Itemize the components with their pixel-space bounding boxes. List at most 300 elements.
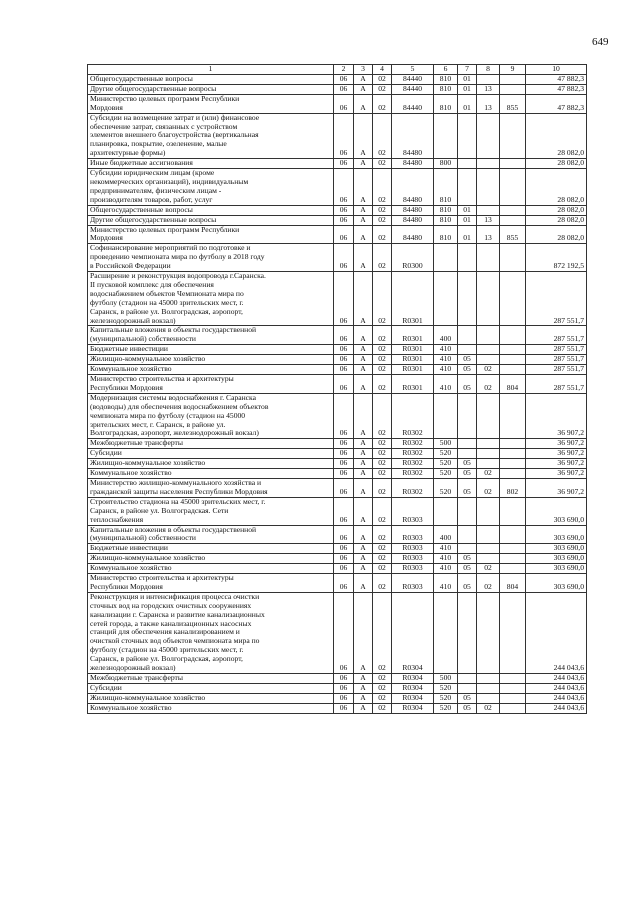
expense-type-code: 810 <box>434 84 458 94</box>
expense-type-code: 810 <box>434 94 458 113</box>
amount-cell: 28 082,0 <box>526 169 587 206</box>
table-row <box>88 574 587 593</box>
amount-cell: 244 043,6 <box>526 674 587 684</box>
item-name-cell <box>88 225 334 244</box>
section-code <box>458 345 477 355</box>
item-name-cell <box>88 703 334 713</box>
amount-cell: 36 907,2 <box>526 439 587 449</box>
code-column-4: 02 <box>373 84 392 94</box>
item-name-line: Жилищно-коммунальное хозяйство <box>90 553 206 563</box>
table-row <box>88 497 587 525</box>
amount-cell: 36 907,2 <box>526 478 587 497</box>
subsection-code <box>477 169 500 206</box>
table-row <box>88 683 587 693</box>
table-row <box>88 703 587 713</box>
code-column-3: А <box>354 169 373 206</box>
code-column-3: А <box>354 272 373 326</box>
item-name-line: Жилищно-коммунальное хозяйство <box>90 693 206 702</box>
column-header: 10 <box>526 65 587 75</box>
ministry-code <box>500 272 526 326</box>
code-column-2: 06 <box>334 564 354 574</box>
section-code <box>458 439 477 449</box>
expense-type-code: 410 <box>434 564 458 574</box>
item-name-line: Министерство целевых программ Республики <box>90 225 240 234</box>
code-column-2: 06 <box>334 693 354 703</box>
table-row <box>88 345 587 355</box>
column-header: 7 <box>458 65 477 75</box>
item-name-line: станций для обеспечения канализированием и <box>90 627 240 637</box>
expense-type-code: 520 <box>434 703 458 713</box>
code-column-3: А <box>354 355 373 365</box>
amount-cell: 36 907,2 <box>526 449 587 459</box>
expense-type-code <box>434 244 458 272</box>
code-column-4: 02 <box>373 169 392 206</box>
subsection-code: 02 <box>477 564 500 574</box>
item-name-cell <box>88 393 334 439</box>
ministry-code: 855 <box>500 94 526 113</box>
section-code: 05 <box>458 355 477 365</box>
item-name-line: Бюджетные инвестиции <box>90 543 168 553</box>
target-article-code: 84440 <box>392 94 434 113</box>
item-name-line: водоснабжением объектов Чемпионата мира по <box>90 288 244 298</box>
subsection-code <box>477 674 500 684</box>
item-name-cell <box>88 75 334 85</box>
subsection-code <box>477 345 500 355</box>
code-column-3: А <box>354 375 373 394</box>
subsection-code: 13 <box>477 225 500 244</box>
code-column-3: А <box>354 326 373 345</box>
code-column-2: 06 <box>334 459 354 469</box>
code-column-2: 06 <box>334 169 354 206</box>
code-column-4: 02 <box>373 365 392 375</box>
expense-type-code: 410 <box>434 345 458 355</box>
item-name-line: проведению чемпионата мира по футболу в 2018 году <box>90 252 265 262</box>
item-name-line: Общегосударственные вопросы <box>90 74 193 83</box>
amount-cell: 36 907,2 <box>526 459 587 469</box>
code-column-4: 02 <box>373 544 392 554</box>
code-column-3: А <box>354 592 373 673</box>
section-code: 05 <box>458 693 477 703</box>
item-name-cell <box>88 525 334 544</box>
table-row <box>88 244 587 272</box>
item-name-line: Жилищно-коммунальное хозяйство <box>90 458 206 468</box>
ministry-code <box>500 674 526 684</box>
code-column-2: 06 <box>334 439 354 449</box>
column-header: 6 <box>434 65 458 75</box>
item-name-line: Модернизация системы водоснабжения г. Саранска <box>90 393 257 402</box>
ministry-code <box>500 169 526 206</box>
table-row <box>88 469 587 479</box>
section-code <box>458 544 477 554</box>
amount-cell: 36 907,2 <box>526 469 587 479</box>
subsection-code <box>477 355 500 365</box>
table-row <box>88 554 587 564</box>
code-column-2: 06 <box>334 75 354 85</box>
amount-cell: 303 690,0 <box>526 564 587 574</box>
section-code: 01 <box>458 225 477 244</box>
table-row <box>88 365 587 375</box>
ministry-code <box>500 683 526 693</box>
amount-cell: 303 690,0 <box>526 544 587 554</box>
item-name-line: Коммунальное хозяйство <box>90 563 172 573</box>
item-name-cell <box>88 244 334 272</box>
target-article-code: 84480 <box>392 159 434 169</box>
ministry-code: 855 <box>500 225 526 244</box>
expense-type-code: 410 <box>434 365 458 375</box>
amount-cell: 303 690,0 <box>526 574 587 593</box>
item-name-line: Саранск, в районе ул. Волгоградская, аэропорт, <box>90 654 243 664</box>
ministry-code <box>500 345 526 355</box>
item-name-line: сточных вод на городских очистных сооружениях <box>90 600 252 610</box>
subsection-code <box>477 113 500 159</box>
item-name-cell <box>88 169 334 206</box>
item-name-cell <box>88 592 334 673</box>
target-article-code: R0304 <box>392 693 434 703</box>
code-column-3: А <box>354 345 373 355</box>
subsection-code <box>477 544 500 554</box>
code-column-3: А <box>354 113 373 159</box>
code-column-4: 02 <box>373 393 392 439</box>
section-code: 01 <box>458 205 477 215</box>
amount-cell: 244 043,6 <box>526 683 587 693</box>
code-column-4: 02 <box>373 459 392 469</box>
item-name-line: (муниципальной) собственности <box>90 533 196 543</box>
ministry-code: 802 <box>500 478 526 497</box>
item-name-line: Субсидии <box>90 683 122 692</box>
code-column-4: 02 <box>373 525 392 544</box>
table-row <box>88 459 587 469</box>
code-column-4: 02 <box>373 205 392 215</box>
amount-cell: 287 551,7 <box>526 375 587 394</box>
item-name-line: Коммунальное хозяйство <box>90 703 172 712</box>
code-column-4: 02 <box>373 592 392 673</box>
code-column-3: А <box>354 459 373 469</box>
expense-type-code: 410 <box>434 355 458 365</box>
ministry-code <box>500 159 526 169</box>
target-article-code: 84480 <box>392 225 434 244</box>
item-name-line: Капитальные вложения в объекты государственной <box>90 525 257 534</box>
code-column-2: 06 <box>334 683 354 693</box>
code-column-2: 06 <box>334 449 354 459</box>
subsection-code <box>477 449 500 459</box>
subsection-code: 02 <box>477 375 500 394</box>
code-column-2: 06 <box>334 393 354 439</box>
expense-type-code: 810 <box>434 169 458 206</box>
column-header: 5 <box>392 65 434 75</box>
target-article-code: R0303 <box>392 554 434 564</box>
expense-type-code: 810 <box>434 75 458 85</box>
subsection-code <box>477 693 500 703</box>
subsection-code <box>477 554 500 564</box>
amount-cell: 303 690,0 <box>526 497 587 525</box>
item-name-line: Капитальные вложения в объекты государственной <box>90 325 257 335</box>
section-code <box>458 159 477 169</box>
ministry-code <box>500 554 526 564</box>
expense-type-code: 520 <box>434 459 458 469</box>
table-row <box>88 159 587 169</box>
target-article-code: R0301 <box>392 355 434 365</box>
code-column-3: А <box>354 393 373 439</box>
item-name-cell <box>88 113 334 159</box>
code-column-3: А <box>354 215 373 225</box>
expense-type-code: 500 <box>434 674 458 684</box>
ministry-code <box>500 469 526 479</box>
item-name-cell <box>88 375 334 394</box>
item-name-line: футболу (стадион на 45000 зрительских мест, г. <box>90 645 244 655</box>
table-row <box>88 215 587 225</box>
ministry-code <box>500 459 526 469</box>
expense-type-code <box>434 393 458 439</box>
code-column-2: 06 <box>334 478 354 497</box>
code-column-2: 06 <box>334 592 354 673</box>
ministry-code <box>500 525 526 544</box>
item-name-cell <box>88 365 334 375</box>
item-name-cell <box>88 459 334 469</box>
table-row <box>88 94 587 113</box>
item-name-cell <box>88 345 334 355</box>
item-name-line: в Российской Федерации <box>90 261 171 271</box>
table-row <box>88 393 587 439</box>
expense-type-code: 520 <box>434 449 458 459</box>
code-column-4: 02 <box>373 75 392 85</box>
subsection-code: 02 <box>477 469 500 479</box>
code-column-3: А <box>354 683 373 693</box>
item-name-line: Министерство целевых программ Республики <box>90 94 240 103</box>
code-column-2: 06 <box>334 345 354 355</box>
item-name-cell <box>88 84 334 94</box>
amount-cell: 287 551,7 <box>526 326 587 345</box>
expense-type-code <box>434 113 458 159</box>
code-column-3: А <box>354 674 373 684</box>
subsection-code <box>477 159 500 169</box>
subsection-code <box>477 326 500 345</box>
subsection-code: 02 <box>477 478 500 497</box>
target-article-code: 84480 <box>392 205 434 215</box>
code-column-2: 06 <box>334 205 354 215</box>
item-name-cell <box>88 683 334 693</box>
code-column-2: 06 <box>334 703 354 713</box>
code-column-3: А <box>354 525 373 544</box>
section-code: 01 <box>458 75 477 85</box>
code-column-2: 06 <box>334 574 354 593</box>
target-article-code: R0302 <box>392 469 434 479</box>
ministry-code <box>500 84 526 94</box>
column-header: 2 <box>334 65 354 75</box>
column-header: 8 <box>477 65 500 75</box>
item-name-line: Волгоградская, аэропорт, железнодорожный вокзал) <box>90 428 259 438</box>
item-name-line: планировка, покрытие, озеленение, малые <box>90 139 227 149</box>
target-article-code: R0304 <box>392 592 434 673</box>
item-name-line: Общегосударственные вопросы <box>90 205 193 214</box>
expense-type-code: 800 <box>434 159 458 169</box>
section-code: 05 <box>458 554 477 564</box>
ministry-code: 804 <box>500 375 526 394</box>
item-name-line: Другие общегосударственные вопросы <box>90 215 217 224</box>
item-name-cell <box>88 205 334 215</box>
target-article-code: R0302 <box>392 459 434 469</box>
code-column-2: 06 <box>334 365 354 375</box>
amount-cell: 287 551,7 <box>526 365 587 375</box>
code-column-4: 02 <box>373 113 392 159</box>
item-name-line: Республики Мордовия <box>90 382 163 392</box>
section-code <box>458 113 477 159</box>
target-article-code: R0303 <box>392 564 434 574</box>
item-name-line: железнодорожный вокзал) <box>90 663 176 673</box>
expense-type-code: 410 <box>434 574 458 593</box>
amount-cell: 28 082,0 <box>526 215 587 225</box>
item-name-line: Софинансирование мероприятий по подготовке и <box>90 243 251 253</box>
subsection-code <box>477 393 500 439</box>
ministry-code <box>500 244 526 272</box>
ministry-code <box>500 564 526 574</box>
code-column-3: А <box>354 244 373 272</box>
expense-type-code: 500 <box>434 439 458 449</box>
expense-type-code <box>434 497 458 525</box>
table-row <box>88 355 587 365</box>
ministry-code <box>500 75 526 85</box>
item-name-cell <box>88 674 334 684</box>
section-code <box>458 592 477 673</box>
table-header-row <box>88 65 587 75</box>
expense-type-code <box>434 272 458 326</box>
section-code: 05 <box>458 574 477 593</box>
ministry-code: 804 <box>500 574 526 593</box>
code-column-3: А <box>354 544 373 554</box>
expense-type-code: 520 <box>434 478 458 497</box>
section-code: 05 <box>458 365 477 375</box>
table-row <box>88 564 587 574</box>
table-row <box>88 84 587 94</box>
code-column-2: 06 <box>334 94 354 113</box>
subsection-code <box>477 244 500 272</box>
code-column-3: А <box>354 439 373 449</box>
subsection-code <box>477 439 500 449</box>
table-row <box>88 375 587 394</box>
item-name-line: производителям товаров, работ, услуг <box>90 194 213 204</box>
item-name-line: Мордовия <box>90 102 123 112</box>
item-name-line: Расширение и реконструкция водопровода г.Саранска. <box>90 271 266 281</box>
expense-type-code: 520 <box>434 469 458 479</box>
item-name-line: Субсидии <box>90 448 122 458</box>
amount-cell: 244 043,6 <box>526 693 587 703</box>
amount-cell: 872 192,5 <box>526 244 587 272</box>
section-code <box>458 326 477 345</box>
code-column-2: 06 <box>334 544 354 554</box>
item-name-cell <box>88 497 334 525</box>
item-name-line: Бюджетные инвестиции <box>90 344 168 354</box>
budget-table <box>87 64 587 714</box>
code-column-3: А <box>354 574 373 593</box>
item-name-cell <box>88 215 334 225</box>
item-name-line: канализации г. Саранска и развитие канализационных <box>90 609 265 619</box>
code-column-2: 06 <box>334 272 354 326</box>
subsection-code: 13 <box>477 94 500 113</box>
table-body <box>88 75 587 714</box>
ministry-code <box>500 449 526 459</box>
section-code <box>458 449 477 459</box>
code-column-2: 06 <box>334 326 354 345</box>
target-article-code: R0301 <box>392 375 434 394</box>
item-name-line: Жилищно-коммунальное хозяйство <box>90 354 206 364</box>
table-row <box>88 113 587 159</box>
code-column-3: А <box>354 205 373 215</box>
target-article-code: R0304 <box>392 703 434 713</box>
code-column-3: А <box>354 365 373 375</box>
code-column-3: А <box>354 159 373 169</box>
code-column-3: А <box>354 449 373 459</box>
amount-cell: 47 882,3 <box>526 84 587 94</box>
expense-type-code: 410 <box>434 554 458 564</box>
item-name-line: Реконструкция и интенсификация процесса очистки <box>90 592 260 601</box>
code-column-3: А <box>354 225 373 244</box>
code-column-4: 02 <box>373 497 392 525</box>
section-code: 05 <box>458 478 477 497</box>
code-column-4: 02 <box>373 564 392 574</box>
section-code <box>458 525 477 544</box>
amount-cell: 303 690,0 <box>526 525 587 544</box>
target-article-code: R0304 <box>392 683 434 693</box>
code-column-4: 02 <box>373 225 392 244</box>
amount-cell: 244 043,6 <box>526 703 587 713</box>
item-name-cell <box>88 449 334 459</box>
expense-type-code: 520 <box>434 683 458 693</box>
item-name-cell <box>88 94 334 113</box>
section-code <box>458 169 477 206</box>
code-column-4: 02 <box>373 355 392 365</box>
target-article-code: R0303 <box>392 525 434 544</box>
item-name-cell <box>88 469 334 479</box>
code-column-3: А <box>354 469 373 479</box>
amount-cell: 47 882,3 <box>526 94 587 113</box>
item-name-line: Саранск, в районе ул. Волгоградская. Сети <box>90 505 229 515</box>
code-column-4: 02 <box>373 375 392 394</box>
table-row <box>88 693 587 703</box>
item-name-line: гражданской защиты населения Республики Мордовия <box>90 486 268 496</box>
code-column-3: А <box>354 703 373 713</box>
item-name-line: железнодорожный вокзал) <box>90 315 176 325</box>
item-name-line: Министерство строительства и архитектуры <box>90 573 234 583</box>
ministry-code <box>500 326 526 345</box>
section-code: 01 <box>458 84 477 94</box>
subsection-code <box>477 497 500 525</box>
target-article-code: R0304 <box>392 674 434 684</box>
target-article-code: 84440 <box>392 84 434 94</box>
target-article-code: R0301 <box>392 365 434 375</box>
subsection-code: 02 <box>477 574 500 593</box>
code-column-2: 06 <box>334 84 354 94</box>
table-row <box>88 169 587 206</box>
table-row <box>88 439 587 449</box>
ministry-code <box>500 355 526 365</box>
code-column-4: 02 <box>373 215 392 225</box>
code-column-2: 06 <box>334 215 354 225</box>
item-name-cell <box>88 554 334 564</box>
ministry-code <box>500 693 526 703</box>
expense-type-code: 400 <box>434 525 458 544</box>
amount-cell: 244 043,6 <box>526 592 587 673</box>
column-header: 9 <box>500 65 526 75</box>
item-name-line: (муниципальной) собственности <box>90 334 196 344</box>
code-column-4: 02 <box>373 244 392 272</box>
item-name-line: обеспечение затрат, связанных с устройством <box>90 121 238 131</box>
table-row <box>88 592 587 673</box>
code-column-2: 06 <box>334 497 354 525</box>
section-code <box>458 393 477 439</box>
ministry-code <box>500 497 526 525</box>
code-column-4: 02 <box>373 574 392 593</box>
subsection-code <box>477 525 500 544</box>
amount-cell: 28 082,0 <box>526 225 587 244</box>
